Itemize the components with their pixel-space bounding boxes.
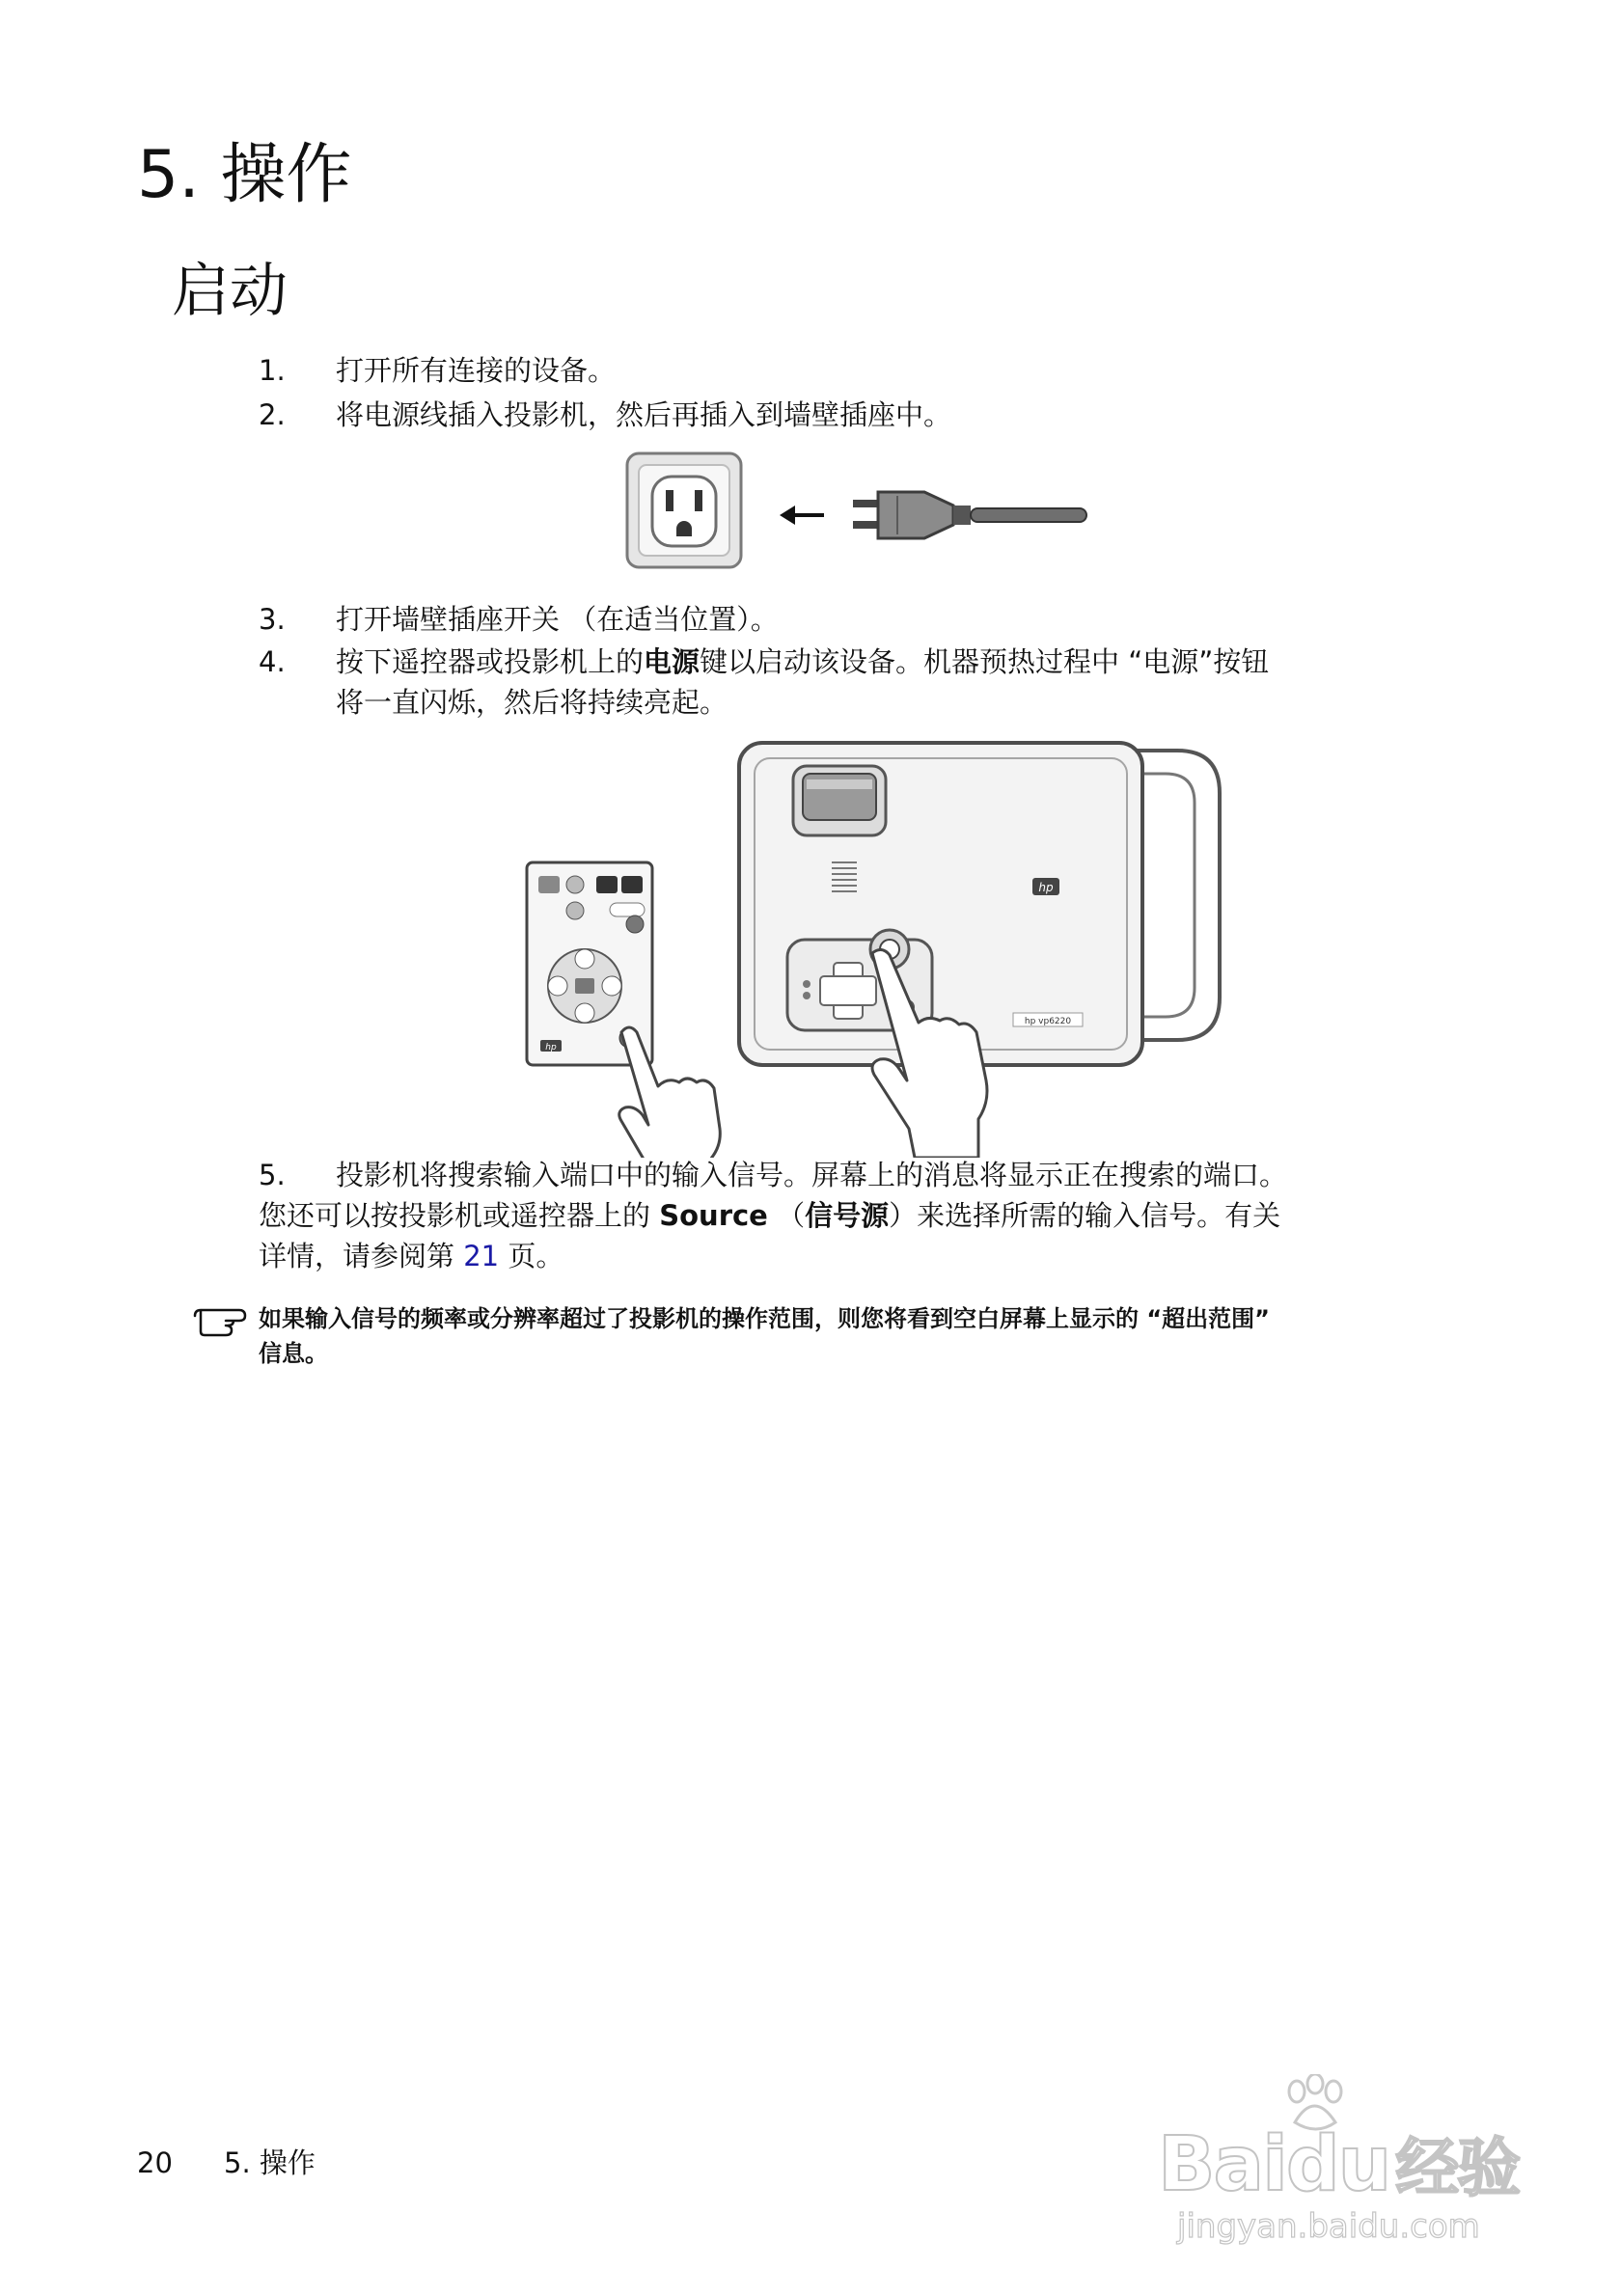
note-line-2: 信息。 (259, 1340, 328, 1367)
watermark-url: jingyan.baidu.com (1177, 2207, 1480, 2246)
step-text: 打开所有连接的设备。 (336, 354, 617, 387)
step-number: 2. (259, 398, 286, 431)
footer-chapter: 5. 操作 (224, 2146, 316, 2179)
projector-icon (739, 743, 1220, 1065)
step-number: 5. (259, 1159, 286, 1191)
arrow-left-icon (780, 506, 824, 525)
chapter-title: 5. 操作 (137, 137, 352, 213)
baidu-jingyan-watermark (1158, 2074, 1582, 2248)
remote-logo: hp (545, 1043, 557, 1052)
projector-model-label: hp vp6220 (1024, 1017, 1072, 1026)
step-number: 3. (259, 603, 286, 636)
step-5-line-3: 详情，请参阅第 21 页。 (259, 1240, 564, 1272)
step-text: 打开墙壁插座开关 （在适当位置）。 (336, 603, 779, 636)
watermark-brand: Baidu经验 (1158, 2121, 1520, 2208)
step-4-continuation: 将一直闪烁，然后将持续亮起。 (336, 686, 728, 719)
step-text: 投影机将搜索输入端口中的输入信号。屏幕上的消息将显示正在搜索的端口。 (336, 1159, 1288, 1191)
outlet-plug-illustration (625, 451, 1108, 577)
step-text: 按下遥控器或投影机上的 (336, 645, 645, 678)
projector-logo: hp (1038, 881, 1054, 894)
step-text: 键以启动该设备。机器预热过程中 “电源”按钮 (700, 645, 1270, 678)
note-hand-icon (191, 1304, 251, 1339)
wall-outlet-icon (627, 453, 741, 567)
section-title: 启动 (172, 258, 288, 325)
step-text: 将电源线插入投影机，然后再插入到墙壁插座中。 (336, 398, 952, 431)
step-number: 1. (259, 354, 286, 387)
note-line-1: 如果输入信号的频率或分辨率超过了投影机的操作范围，则您将看到空白屏幕上显示的 “超出范围” (259, 1305, 1270, 1332)
source-key-name: Source (659, 1199, 768, 1232)
projector-remote-illustration (521, 733, 1235, 1158)
page-number: 20 (137, 2146, 173, 2179)
step-5-line-2: 您还可以按投影机或遥控器上的 Source （信号源）来选择所需的输入信号。有关 (259, 1199, 1281, 1232)
power-plug-icon (853, 492, 1086, 538)
page-reference-link[interactable]: 21 (463, 1240, 500, 1272)
step-number: 4. (259, 645, 286, 678)
source-key-chinese: 信号源 (805, 1199, 890, 1232)
power-key-name: 电源 (644, 645, 701, 678)
